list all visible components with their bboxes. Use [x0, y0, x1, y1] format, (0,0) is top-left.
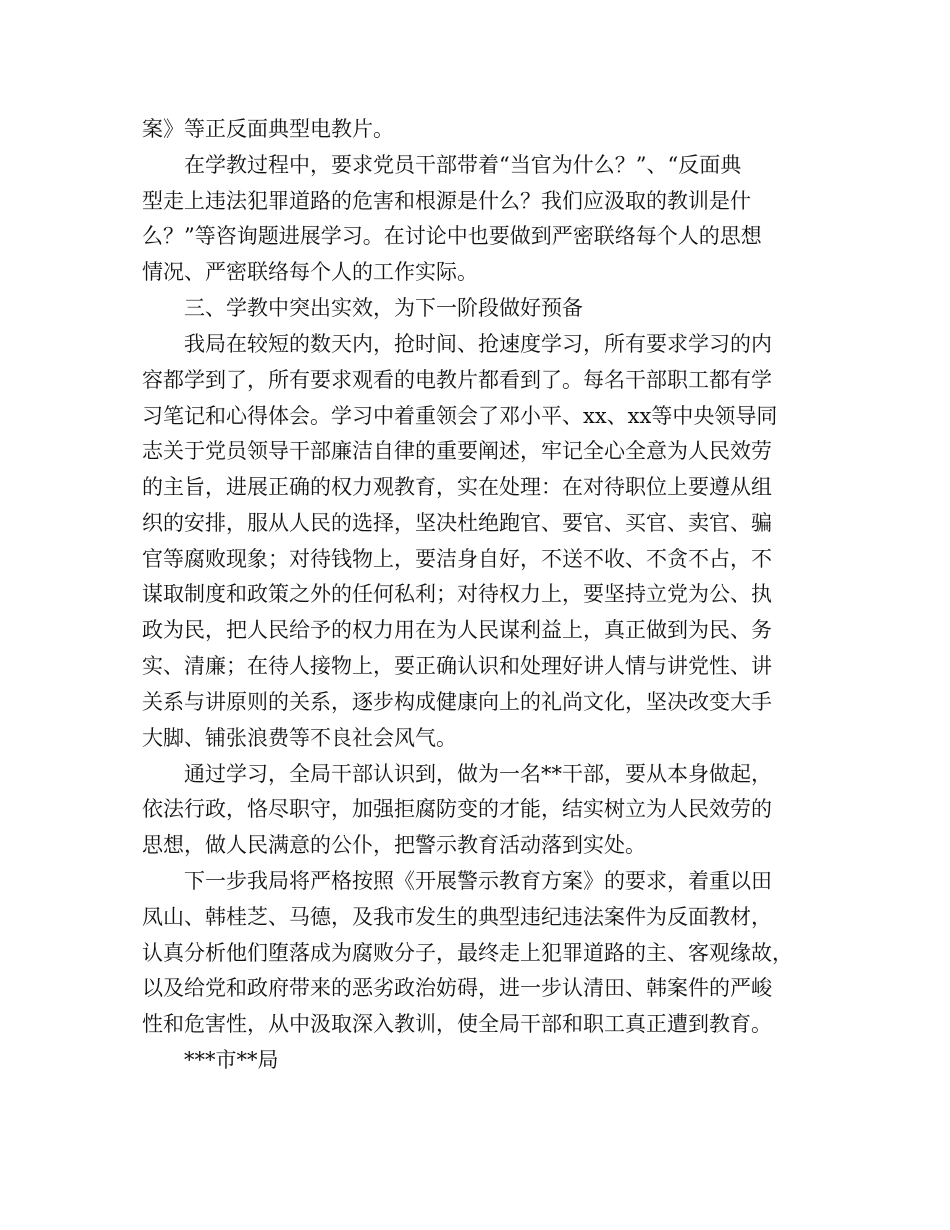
text-line: 通过学习，全局干部认识到，做为一名**干部，要从本身做起，: [184, 762, 772, 786]
text-line: 凤山、韩桂芝、马德，及我市发生的典型违纪违法案件为反面教材，: [142, 905, 772, 929]
text-line: 实、清廉；在待人接物上，要正确认识和处理好讲人情与讲党性、讲: [142, 654, 772, 678]
text-line: 大脚、铺张浪费等不良社会风气。: [142, 726, 457, 750]
text-line: 性和危害性，从中汲取深入教训，使全局干部和职工真正遭到教育。: [142, 1012, 772, 1036]
text-line: 我局在较短的数天内，抢时间、抢速度学习，所有要求学习的内: [184, 332, 772, 356]
text-line: 谋取制度和政策之外的任何私利；对待权力上，要坚持立党为公、执: [142, 582, 772, 606]
text-line: 依法行政，恪尽职守，加强拒腐防变的才能，结实树立为人民效劳的: [142, 797, 772, 821]
text-line: 情况、严密联络每个人的工作实际。: [142, 260, 478, 284]
text-line: 在学教过程中，要求党员干部带着“当官为什么？”、“反面典: [184, 153, 742, 177]
text-line: 型走上违法犯罪道路的危害和根源是什么？我们应汲取的教训是什: [142, 189, 751, 213]
text-line: 政为民，把人民给予的权力用在为人民谋利益上，真正做到为民、务: [142, 618, 772, 642]
text-line: 么？”等咨询题进展学习。在讨论中也要做到严密联络每个人的思想: [142, 224, 762, 248]
text-line: 思想，做人民满意的公仆，把警示教育活动落到实处。: [142, 833, 646, 857]
text-line: 织的安排，服从人民的选择，坚决杜绝跑官、要官、买官、卖官、骗: [142, 511, 772, 535]
text-line: 认真分析他们堕落成为腐败分子，最终走上犯罪道路的主、客观缘故，: [142, 941, 793, 965]
text-line: 以及给党和政府带来的恶劣政治妨碍，进一步认清田、韩案件的严峻: [142, 976, 772, 1000]
text-line: 习笔记和心得体会。学习中着重领会了邓小平、xx、xx等中央领导同: [142, 404, 778, 428]
section-heading: 三、学教中突出实效，为下一阶段做好预备: [184, 296, 583, 320]
text-line: 的主旨，进展正确的权力观教育，实在处理：在对待职位上要遵从组: [142, 475, 772, 499]
text-line: 关系与讲原则的关系，逐步构成健康向上的礼尚文化，坚决改变大手: [142, 690, 772, 714]
text-line: 容都学到了，所有要求观看的电教片都看到了。每名干部职工都有学: [142, 368, 772, 392]
signature: ***市**局: [184, 1048, 279, 1072]
text-line: 案》等正反面典型电教片。: [142, 117, 394, 141]
text-line: 官等腐败现象；对待钱物上，要洁身自好，不送不收、不贪不占，不: [142, 547, 772, 571]
text-line: 志关于党员领导干部廉洁自律的重要阐述，牢记全心全意为人民效劳: [142, 439, 772, 463]
text-line: 下一步我局将严格按照《开展警示教育方案》的要求，着重以田: [184, 869, 772, 893]
